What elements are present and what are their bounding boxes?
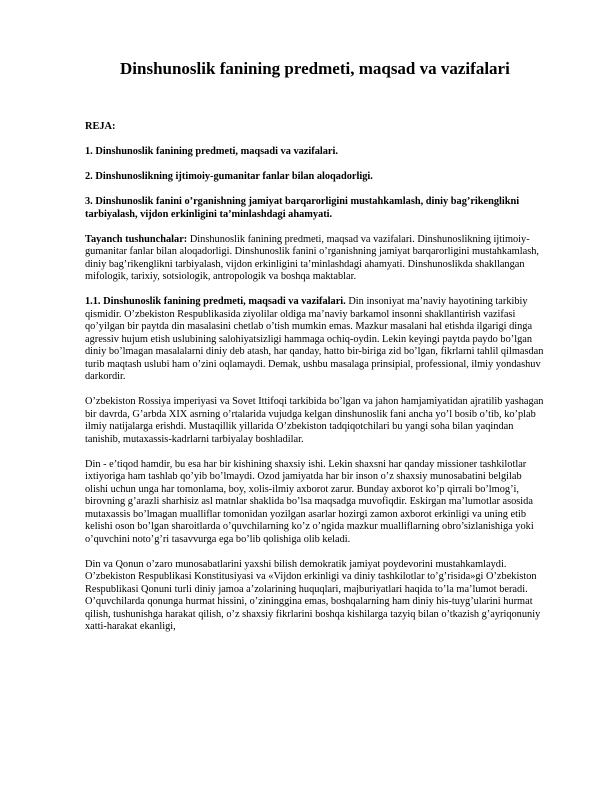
plan-item-3: 3. Dinshunoslik fanini o’rganishning jamiyat barqarorligini mustahkamlash, diniy bag’rikenglikni tarbiyalash, vijdon erkinligini ta’minlashdagi ahamyati. [85, 196, 520, 220]
body-paragraph-3: Din va Qonun o’zaro munosabatlarini yaxshi bilish demokratik jamiyat poydevorini mustahkamlaydi. O’zbekiston Respublikasi Konstitusiyasi va «Vijdon erkinligi va diniy tashkilotlar to’g’risida»gi O’zbekiston Respublikasi Qonuni turli diniy jamoa a’zolarining huquqlari, majburiyatlari haqida to’la ma’lumot beradi. O’quvchilarda qonunga hurmat hissini, o’zininggina emas, boshqalarning ham diniy his-tuyg’ularini hurmat qilish, tushunishga harakat qilish, o’z shaxsiy fikrlarini boshqa kishilarga tazyiq bilan o’tkazish g’ayriqonuniy xatti-harakat ekanligi, [85, 558, 541, 632]
section-1-1-text: Din insoniyat ma’naviy hayotining tarkibiy qismidir. O’zbekiston Respublikasida ziyolilar oldiga ma’naviy barkamol insonni shakllantirish vazifasi qo’yilgan bir paytda din masalasini chetlab o’tish mumkin emas. Mazkur masalani hal etishda ilgarigi dinga agressiv hujum etish uslubining salohiyatsizligi hammaga ochiq-oydin. Lekin keyingi paytda paydo bo’lgan diniy bo’lmagan masalalarni diniy deb atash, har qanday, hatto bir-biriga zid bo’lgan, fikrlarni tahlil qilmasdan turib maqtash uslubi ham o’zini oqlamaydi. Demak, ushbu masalaga prinsipial, professional, ilmiy yondashuv darkordir. [85, 296, 544, 382]
plan-heading: REJA: [85, 121, 116, 132]
body-paragraph-1: O’zbekiston Rossiya imperiyasi va Sovet Ittifoqi tarkibida bo’lgan va jahon hamjamiyatidan ajratilib yashagan bir davrda, G’arbda XIX asrning o’rtalarida vujudga kelgan dinshunoslik fani ancha yo’l bosib o’tib, ko’plab ilmiy natijalarga erishdi. Mustaqillik yillarida O’zbekiston tadqiqotchilari bu yangi soha bilan yaqindan tanishib, mutaxassis-kadrlarni tarbiyalay boshladilar. [85, 396, 544, 445]
document-body [85, 121, 545, 646]
body-paragraph-2: Din - e’tiqod hamdir, bu esa har bir kishining shaxsiy ishi. Lekin shaxsni har qanday missioner tashkilotlar ixtiyoriga ham tashlab qo’yib bo’lmaydi. Ozod jamiyatda har bir inson o’z shaxsiy munosabatini belgilab olishi uchun unga har tomonlama, boy, xolis-ilmiy axborot zarur. Bunday axborot ko’p qirrali bo’lmog’i, birovning g’arazli sharhisiz asl matnlar shaklida bo’lsa maqsadga muvofiqdir. Eskirgan ma’lumotlar asosida mutaxassis bo’lmagan mualliflar tomonidan yozilgan asarlar hozirgi zamon axborot erkinligi va uning etib kelishi oson bo’lgan sharoitlarda o’quvchilarning ko’z o’ngida mazkur mualliflarning obro’sizlanishiga yoki o’quvchini noto’g’ri tasavvurga ega bo’lib qolishiga olib keladi. [85, 458, 534, 545]
document-title: Dinshunoslik fanining predmeti, maqsad va vazifalari [120, 59, 510, 78]
key-concepts-text: Dinshunoslik fanining predmeti, maqsad va vazifalari. Dinshunoslikning ijtimoiy-gumanitar fanlar bilan aloqadorligi. Dinshunoslik fanini o’rganishning jamiyat barqarorligini mustahkamlash, diniy bag’rikenglikni tarbiyalash, vijdon erkinligini ta’minlashdagi ahamyati. Dinshunoslikda shakllangan mifologik, tarixiy, sotsiologik, antropologik va boshqa maktablar. [85, 233, 539, 282]
key-concepts-label: Tayanch tushunchalar: [85, 233, 188, 245]
section-1-1-heading: 1.1. Dinshunoslik fanining predmeti, maqsadi va vazifalari. [85, 296, 346, 307]
plan-item-2: 2. Dinshunoslikning ijtimoiy-gumanitar fanlar bilan aloqadorligi. [85, 171, 373, 182]
key-concepts-paragraph [85, 234, 545, 284]
section-1-1-paragraph [85, 296, 545, 384]
plan-item-1: 1. Dinshunoslik fanining predmeti, maqsadi va vazifalari. [85, 146, 338, 157]
